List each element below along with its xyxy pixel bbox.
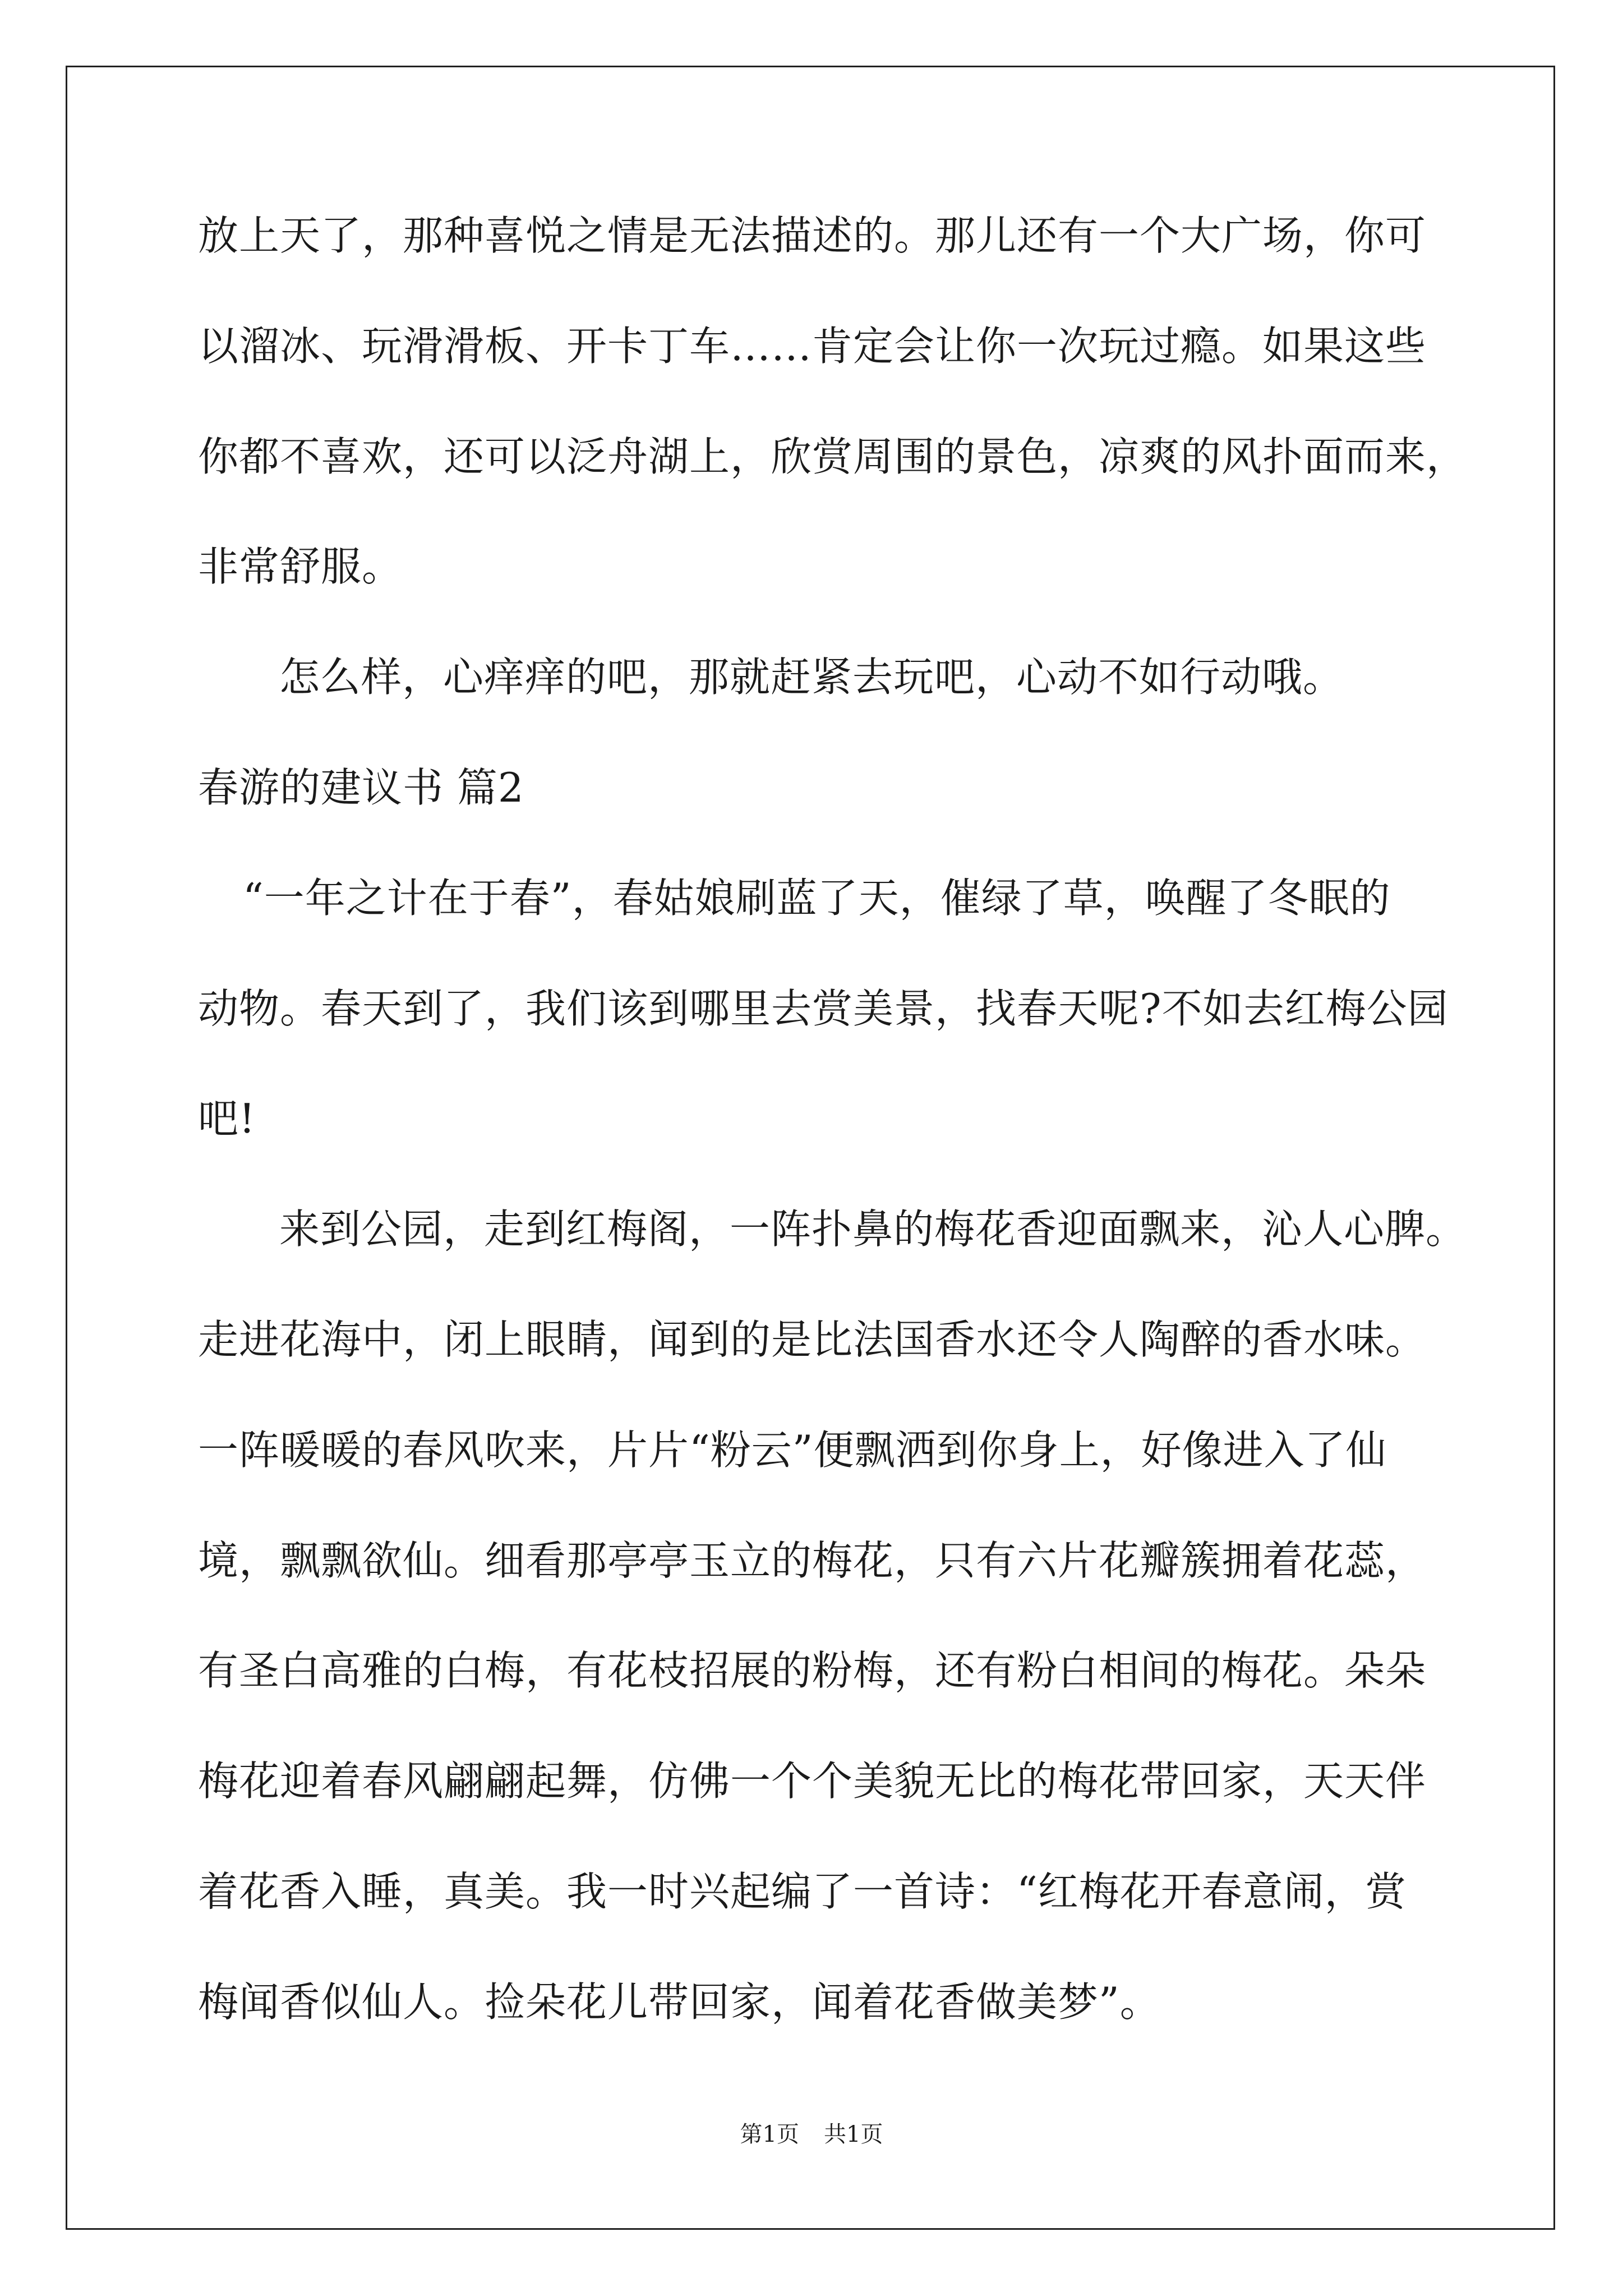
paragraph-line: 梅闻香似仙人。捡朵花儿带回家，闻着花香做美梦”。 xyxy=(198,1978,1161,2026)
paragraph-line: 动物。春天到了，我们该到哪里去赏美景，找春天呢?不如去红梅公园 xyxy=(198,985,1449,1032)
paragraph-line: 以溜冰、玩滑滑板、开卡丁车……肯定会让你一次玩过瘾。如果这些 xyxy=(198,323,1427,370)
paragraph-line: 你都不喜欢，还可以泛舟湖上，欣赏周围的景色，凉爽的风扑面而来， xyxy=(198,433,1468,480)
paragraph-line: 怎么样，心痒痒的吧，那就赶紧去玩吧，心动不如行动哦。 xyxy=(279,654,1344,701)
paragraph-line: 梅花迎着春风翩翩起舞，仿佛一个个美貌无比的梅花带回家，天天伴 xyxy=(198,1757,1427,1805)
paragraph-line: 来到公园，走到红梅阁，一阵扑鼻的梅花香迎面飘来，沁人心脾。 xyxy=(279,1205,1467,1253)
paragraph-line: 境，飘飘欲仙。细看那亭亭玉立的梅花，只有六片花瓣簇拥着花蕊， xyxy=(198,1537,1427,1584)
page-number: 第1页 xyxy=(740,2122,799,2147)
paragraph-line: 有圣白高雅的白梅，有花枝招展的粉梅，还有粉白相间的梅花。朵朵 xyxy=(198,1647,1427,1694)
paragraph-line: 吧! xyxy=(198,1095,256,1142)
paragraph-line: 放上天了，那种喜悦之情是无法描述的。那儿还有一个大广场，你可 xyxy=(198,212,1427,259)
section-title: 春游的建议书 篇2 xyxy=(198,764,524,811)
page-total: 共1页 xyxy=(824,2122,883,2147)
paragraph-line: 非常舒服。 xyxy=(198,543,403,590)
page-footer xyxy=(0,2118,1623,2151)
paragraph-line: 着花香入睡，真美。我一时兴起编了一首诗：“红梅花开春意闹，赏 xyxy=(198,1868,1407,1915)
paragraph-line: 走进花海中，闭上眼睛，闻到的是比法国香水还令人陶醉的香水味。 xyxy=(198,1316,1427,1363)
paragraph-line: 一阵暖暖的春风吹来，片片“粉云”便飘洒到你身上，好像进入了仙 xyxy=(198,1427,1387,1474)
paragraph-line: “一年之计在于春”，春姑娘刷蓝了天，催绿了草，唤醒了冬眠的 xyxy=(243,875,1391,922)
